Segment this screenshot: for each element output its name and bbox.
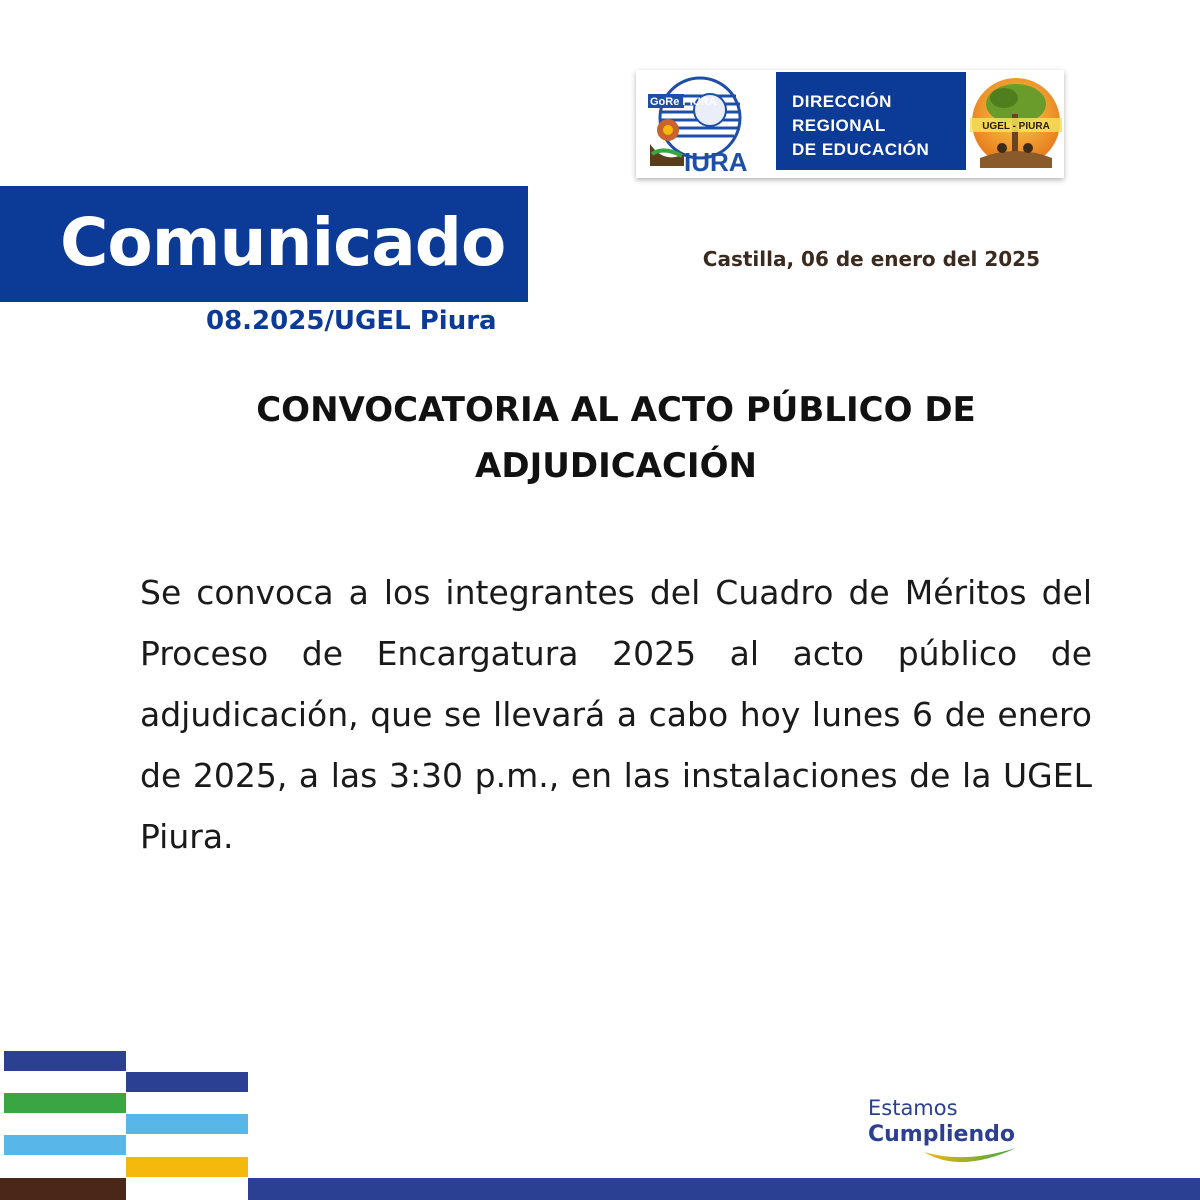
- ugel-piura-logo: [970, 74, 1062, 174]
- stripe-yellow: [126, 1157, 248, 1177]
- stripe-sky-2: [4, 1135, 126, 1155]
- notice-title: [140, 382, 1092, 494]
- svg-text:GoRe PIURA: GoRe PIURA: [650, 96, 717, 108]
- dre-line-1: DIRECCIÓN: [792, 92, 892, 111]
- slogan-bottom: Cumpliendo: [868, 1122, 1016, 1147]
- notice-title-line-2: ADJUDICACIÓN: [475, 446, 757, 486]
- stripe-brown: [0, 1178, 126, 1200]
- notice-body: Se convoca a los integrantes del Cuadro de Méritos del Proceso de Encargatura 2025 al acto público de adjudicación, que se llevará a cabo hoy lunes 6 de enero de 2025, a las 3:30 p.m., en las instalaciones de la UGEL Piura.: [140, 573, 1092, 856]
- banner-title: Comunicado: [60, 204, 506, 281]
- issue-date: Castilla, 06 de enero del 2025: [702, 247, 1040, 271]
- dre-line-3: DE EDUCACIÓN: [792, 140, 930, 159]
- dre-line-2: REGIONAL: [792, 116, 886, 135]
- slogan-top: Estamos: [868, 1096, 958, 1120]
- footer-bar: [248, 1178, 1200, 1200]
- gore-piura-logo: [644, 74, 770, 174]
- notice-title-line-1: CONVOCATORIA AL ACTO PÚBLICO DE: [256, 390, 976, 430]
- logo-card: [636, 70, 1064, 178]
- slogan-swoosh-icon: [920, 1144, 1020, 1172]
- svg-text:UGEL - PIURA: UGEL - PIURA: [982, 121, 1050, 132]
- comunicado-banner: [0, 186, 528, 302]
- svg-text:IURA: IURA: [684, 147, 748, 174]
- stripe-sky-1: [126, 1114, 248, 1134]
- stripe-green: [4, 1093, 126, 1113]
- direccion-regional-badge: [776, 72, 966, 170]
- document-number: 08.2025/UGEL Piura: [206, 306, 497, 336]
- stripe-navy-1: [4, 1051, 126, 1071]
- stripe-navy-2: [126, 1072, 248, 1092]
- stripe-white-gap: [126, 1178, 248, 1200]
